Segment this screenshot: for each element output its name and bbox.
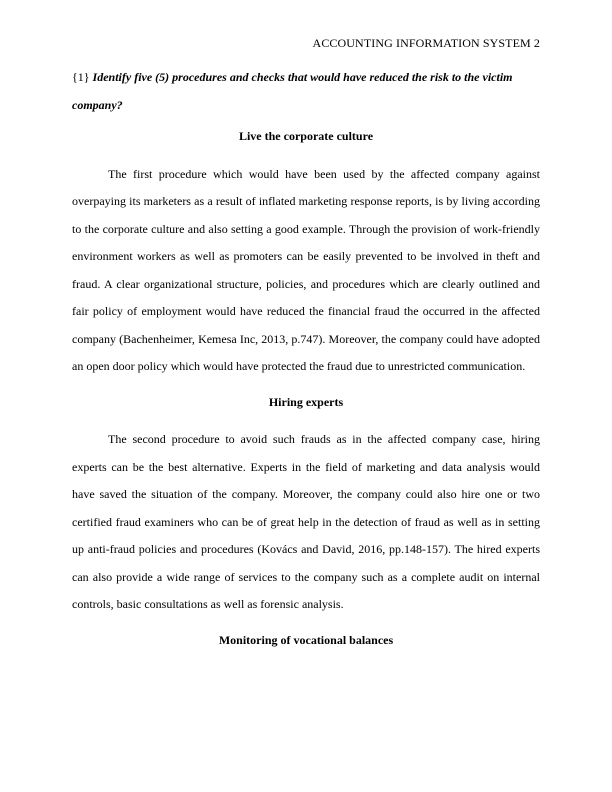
question-text: Identify five (5) procedures and checks that would have reduced the risk to the victim company? <box>72 70 513 112</box>
running-header: ACCOUNTING INFORMATION SYSTEM 2 <box>312 36 540 50</box>
section-heading-corporate-culture: Live the corporate culture <box>238 129 374 143</box>
section-heading-vocational-balances: Monitoring of vocational balances <box>218 632 394 647</box>
question-marker: {1} <box>72 70 90 84</box>
question-line <box>72 64 540 119</box>
paragraph-hiring-experts: The second procedure to avoid such frauds as in the affected company case, hiring experts can be the best alternative. Experts in the field of marketing and data analysis would have saved the situation of the company. Moreover, the company could also hire one or two certified fraud examiners who can be of great help in the detection of fraud as well as in setting up anti-fraud policies and procedures (Kovács and David, 2016, pp.148-157). The hired experts can also provide a wide range of services to the company such as a complete audit on internal controls, basic consultations as well as forensic analysis. <box>72 432 540 611</box>
document-body <box>72 64 540 664</box>
section-heading-hiring-experts: Hiring experts <box>268 394 344 409</box>
paragraph-corporate-culture: The first procedure which would have been used by the affected company against overpaying its marketers as a result of inflated marketing response reports, is by living according to the corporate culture and also setting a good example. Through the provision of work-friendly environment workers as well as promoters can be easily prevented to be involved in theft and fraud. A clear organizational structure, policies, and procedures which are clearly outlined and fair policy of employment would have reduced the financial fraud the occurred in the affected company (Bachenheimer, Kemesa Inc, 2013, p.747). Moreover, the company could have adopted an open door policy which would have protected the fraud due to unrestricted communication. <box>72 166 540 373</box>
